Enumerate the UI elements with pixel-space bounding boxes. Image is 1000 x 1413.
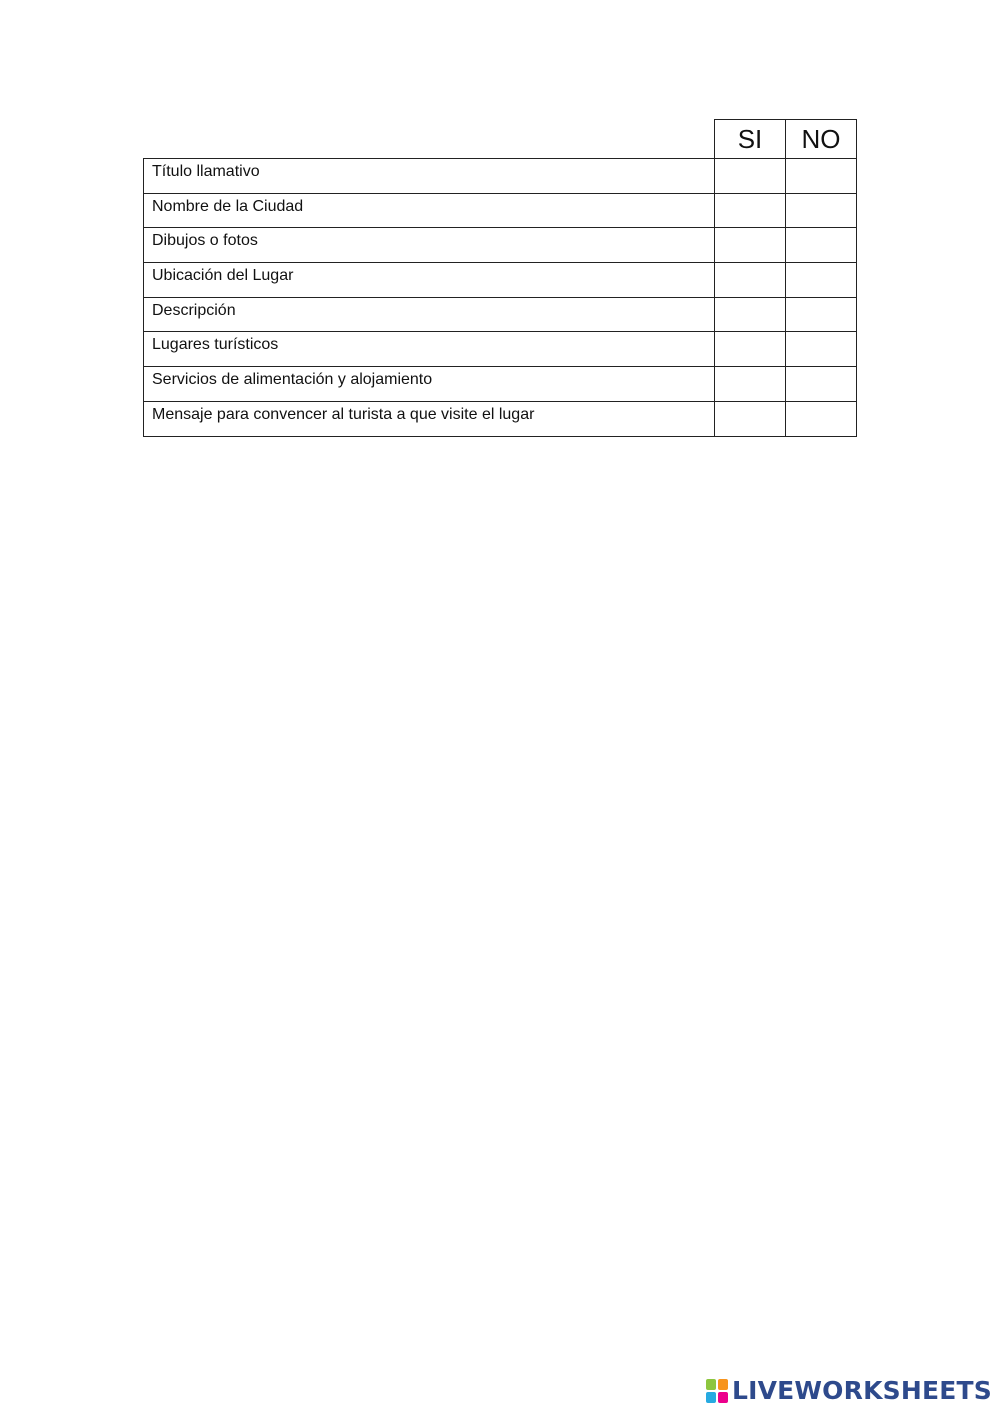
no-cell[interactable] — [786, 228, 857, 263]
item-label: Dibujos o fotos — [144, 228, 715, 263]
item-label: Servicios de alimentación y alojamiento — [144, 367, 715, 402]
si-cell[interactable] — [715, 401, 786, 436]
column-header-si: SI — [715, 120, 786, 159]
item-label: Ubicación del Lugar — [144, 263, 715, 298]
si-cell[interactable] — [715, 297, 786, 332]
logo-blocks-icon — [706, 1379, 728, 1403]
table-row — [144, 159, 857, 194]
no-cell[interactable] — [786, 332, 857, 367]
no-cell[interactable] — [786, 193, 857, 228]
brand-name: LIVEWORKSHEETS — [731, 1376, 992, 1405]
table-row — [144, 367, 857, 402]
no-cell[interactable] — [786, 159, 857, 194]
header-row — [144, 120, 857, 159]
table-row — [144, 297, 857, 332]
si-cell[interactable] — [715, 332, 786, 367]
item-label: Lugares turísticos — [144, 332, 715, 367]
table-row — [144, 193, 857, 228]
no-cell[interactable] — [786, 367, 857, 402]
table-row — [144, 332, 857, 367]
no-cell[interactable] — [786, 401, 857, 436]
no-cell[interactable] — [786, 297, 857, 332]
checklist-table — [143, 119, 857, 437]
si-cell[interactable] — [715, 193, 786, 228]
table-row — [144, 228, 857, 263]
si-cell[interactable] — [715, 367, 786, 402]
table-row — [144, 401, 857, 436]
si-cell[interactable] — [715, 159, 786, 194]
header-blank-cell — [144, 120, 715, 159]
column-header-no: NO — [786, 120, 857, 159]
item-label: Título llamativo — [144, 159, 715, 194]
si-cell[interactable] — [715, 228, 786, 263]
liveworksheets-logo — [706, 1377, 992, 1405]
item-label: Descripción — [144, 297, 715, 332]
item-label: Nombre de la Ciudad — [144, 193, 715, 228]
item-label: Mensaje para convencer al turista a que visite el lugar — [144, 401, 715, 436]
si-cell[interactable] — [715, 263, 786, 298]
no-cell[interactable] — [786, 263, 857, 298]
table-row — [144, 263, 857, 298]
